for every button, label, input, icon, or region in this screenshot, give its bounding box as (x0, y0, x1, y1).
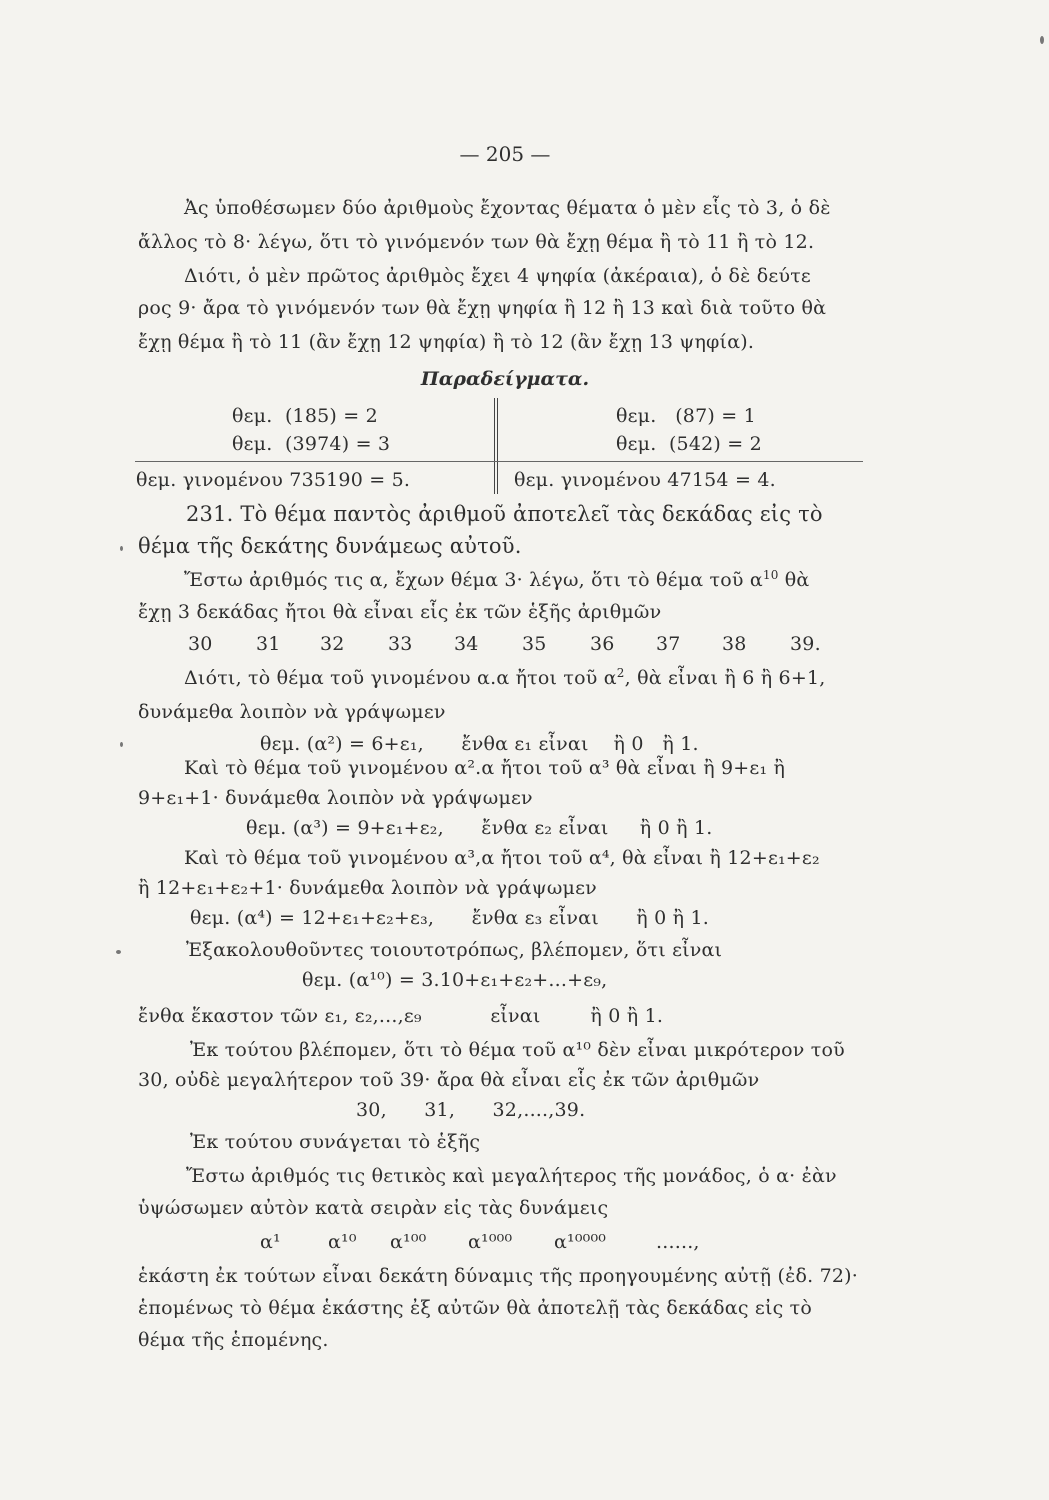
paper-speck (120, 546, 123, 551)
table-divider-horizontal (135, 461, 863, 462)
text-line: 9+ε₁+1· δυνάμεθα λοιπὸν νὰ γράψωμεν (138, 787, 533, 809)
equation: θεμ. (α³) = 9+ε₁+ε₂, ἔνθα ε₂ εἶναι ἢ 0 ἢ 1. (246, 817, 713, 839)
text-line: ἔνθα ἕκαστον τῶν ε₁, ε₂,...,ε₉ εἶναι ἢ 0 ἢ 1. (138, 1005, 664, 1027)
number-8: 38 (722, 633, 747, 655)
paper-speck (120, 742, 123, 747)
paper-speck (116, 950, 121, 954)
text-line: Καὶ τὸ θέμα τοῦ γινομένου α³,α ἤτοι τοῦ α⁴, θὰ εἶναι ἢ 12+ε₁+ε₂ (184, 847, 820, 869)
example-1-line-1: θεμ. (185) = 2 (232, 405, 378, 427)
number-0: 30 (188, 633, 213, 655)
section-231-title: 231. Τὸ θέμα παντὸς ἀριθμοῦ ἀποτελεῖ τὰς δεκάδας εἰς τὸ (186, 502, 823, 526)
text-line: 30, οὐδὲ μεγαλήτερον τοῦ 39· ἄρα θὰ εἶναι εἷς ἐκ τῶν ἀριθμῶν (138, 1069, 760, 1091)
paper-speck (1040, 36, 1044, 44)
text-line: ρος 9· ἄρα τὸ γινόμενόν των θὰ ἔχῃ ψηφία ἢ 12 ἢ 13 καὶ διὰ τοῦτο θὰ (138, 297, 827, 319)
number-1: 31 (256, 633, 281, 655)
text-line: ἄλλος τὸ 8· λέγω, ὅτι τὸ γινόμενόν των θὰ ἔχῃ θέμα ἢ τὸ 11 ἢ τὸ 12. (138, 231, 815, 253)
text-line: ἔχῃ θέμα ἢ τὸ 11 (ἂν ἔχῃ 12 ψηφία) ἢ τὸ 12 (ἂν ἔχῃ 13 ψηφία). (138, 331, 755, 353)
example-2-result: θεμ. γινομένου 47154 = 4. (514, 469, 776, 491)
text-line: Ἐκ τούτου βλέπομεν, ὅτι τὸ θέμα τοῦ α¹⁰ δὲν εἶναι μικρότερον τοῦ (190, 1039, 845, 1061)
number-9: 39. (790, 633, 821, 655)
text-line: Ἔστω ἀριθμός τις θετικὸς καὶ μεγαλήτερος τῆς μονάδος, ὁ α· ἐὰν (186, 1165, 837, 1187)
section-231-title-cont: θέμα τῆς δεκάτης δυνάμεως αὐτοῦ. (138, 534, 522, 558)
number-4: 34 (454, 633, 479, 655)
text-line: Ἀς ὑποθέσωμεν δύο ἀριθμοὺς ἔχοντας θέματα ὁ μὲν εἷς τὸ 3, ὁ δὲ (184, 197, 831, 219)
page-number: — 205 — (459, 142, 551, 166)
number-5: 35 (522, 633, 547, 655)
text-line: Ἐκ τούτου συνάγεται τὸ ἑξῆς (190, 1131, 481, 1153)
examples-heading: Παραδείγματα. (420, 368, 590, 390)
example-1-line-2: θεμ. (3974) = 3 (232, 433, 391, 455)
equation: θεμ. (α⁴) = 12+ε₁+ε₂+ε₃, ἔνθα ε₃ εἶναι ἢ 0 ἢ 1. (190, 907, 709, 929)
text-line: Ἐξακολουθοῦντες τοιουτοτρόπως, βλέπομεν, ὅτι εἶναι (186, 939, 723, 961)
power-100: α¹⁰⁰ (390, 1231, 427, 1253)
number-6: 36 (590, 633, 615, 655)
power-1000: α¹⁰⁰⁰ (468, 1231, 513, 1253)
text-line: ὑψώσωμεν αὐτὸν κατὰ σειρὰν εἰς τὰς δυνάμεις (138, 1197, 609, 1219)
number-7: 37 (656, 633, 681, 655)
example-1-result: θεμ. γινομένου 735190 = 5. (136, 469, 411, 491)
text-line: Καὶ τὸ θέμα τοῦ γινομένου α².α ἤτοι τοῦ α³ θὰ εἶναι ἢ 9+ε₁ ἢ (184, 757, 786, 779)
number-range: 30, 31, 32,....,39. (356, 1099, 586, 1121)
power-10: α¹⁰ (328, 1231, 357, 1253)
power-10000: α¹⁰⁰⁰⁰ (554, 1231, 607, 1253)
text-line: Διότι, τὸ θέμα τοῦ γινομένου α.α ἤτοι τοῦ $\alpha^2$, θὰ εἶναι ἢ 6 ἢ 6+1, (184, 666, 826, 689)
ellipsis: ......, (656, 1231, 700, 1253)
equation: θεμ. (α¹⁰) = 3.10+ε₁+ε₂+...+ε₉, (302, 969, 608, 991)
power-1: α¹ (260, 1231, 281, 1253)
number-2: 32 (320, 633, 345, 655)
text-line: ἢ 12+ε₁+ε₂+1· δυνάμεθα λοιπὸν νὰ γράψωμεν (138, 877, 597, 899)
text-line: ἔχῃ 3 δεκάδας ἤτοι θὰ εἶναι εἷς ἐκ τῶν ἑξῆς ἀριθμῶν (138, 601, 662, 623)
table-divider-vertical (494, 398, 498, 494)
text-line: ἑπομένως τὸ θέμα ἑκάστης ἐξ αὐτῶν θὰ ἀποτελῇ τὰς δεκάδας εἰς τὸ (138, 1297, 813, 1319)
text-line: Ἔστω ἀριθμός τις α, ἔχων θέμα 3· λέγω, ὅτι τὸ θέμα τοῦ $\alpha^{10}$ θὰ (184, 568, 810, 591)
text-line: ἑκάστη ἐκ τούτων εἶναι δεκάτη δύναμις τῆς προηγουμένης αὐτῇ (ἐδ. 72)· (138, 1265, 859, 1287)
equation: θεμ. (α²) = 6+ε₁, ἔνθα ε₁ εἶναι ἢ 0 ἢ 1. (260, 733, 699, 755)
example-2-line-1: θεμ. (87) = 1 (616, 405, 756, 427)
example-2-line-2: θεμ. (542) = 2 (616, 433, 762, 455)
text-line: δυνάμεθα λοιπὸν νὰ γράψωμεν (138, 701, 446, 723)
number-3: 33 (388, 633, 413, 655)
text-line: θέμα τῆς ἑπομένης. (138, 1329, 329, 1351)
text-line: Διότι, ὁ μὲν πρῶτος ἀριθμὸς ἔχει 4 ψηφία (ἀκέραια), ὁ δὲ δεύτε (184, 265, 811, 287)
